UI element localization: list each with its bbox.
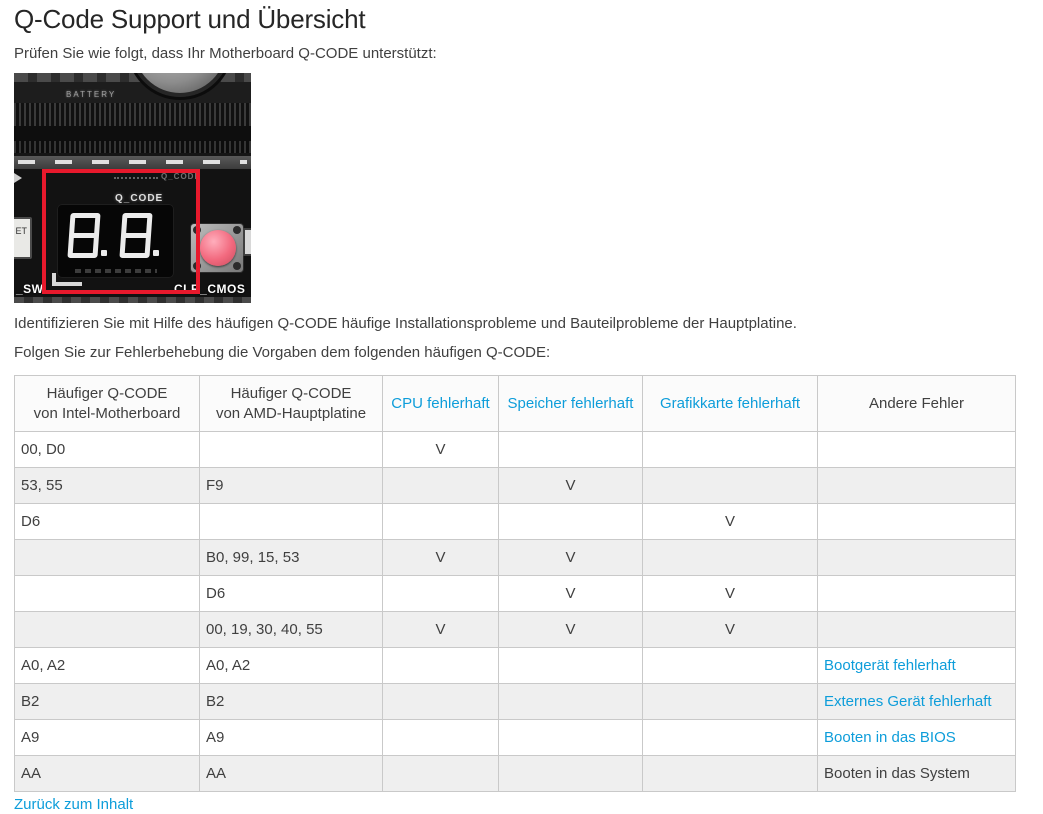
cell-intel [15, 576, 200, 612]
clr-cmos-button-cap [200, 230, 236, 266]
cell-amd [200, 504, 383, 540]
cell-intel: A0, A2 [15, 648, 200, 684]
column-header-4: Grafikkarte fehlerhaft [643, 376, 818, 432]
cell-intel [15, 612, 200, 648]
other-error-link[interactable]: Bootgerät fehlerhaft [824, 657, 956, 674]
cell-grafik [643, 468, 818, 504]
cell-intel: A9 [15, 720, 200, 756]
identify-text: Identifizieren Sie mit Hilfe des häufigen Q-CODE häufige Installationsprobleme und Bauteilprobleme der Hauptplatine. [14, 315, 797, 332]
table-row [15, 684, 1016, 720]
cell-grafik [643, 540, 818, 576]
column-header-5: Andere Fehler [818, 376, 1016, 432]
cell-intel: D6 [15, 504, 200, 540]
cell-cpu [383, 468, 499, 504]
cell-andere [818, 504, 1016, 540]
cell-cpu [383, 684, 499, 720]
cell-grafik [643, 684, 818, 720]
cell-grafik [643, 432, 818, 468]
cell-speicher: V [499, 576, 643, 612]
button-pin [233, 226, 241, 234]
cell-amd: A0, A2 [200, 648, 383, 684]
dimm-slot-pins-row2 [14, 141, 251, 153]
cell-intel: B2 [15, 684, 200, 720]
table-row [15, 540, 1016, 576]
silkscreen-arrow [14, 173, 22, 183]
reset-component [14, 217, 32, 259]
back-to-content-link[interactable]: Zurück zum Inhalt [14, 796, 134, 813]
cell-cpu: V [383, 540, 499, 576]
follow-text: Folgen Sie zur Fehlerbehebung die Vorgaben dem folgenden häufigen Q-CODE: [14, 344, 551, 361]
cell-andere [818, 540, 1016, 576]
intro-text: Prüfen Sie wie folgt, dass Ihr Motherboard Q-CODE unterstützt: [14, 45, 437, 62]
cell-grafik: V [643, 504, 818, 540]
cell-grafik: V [643, 576, 818, 612]
battery-silkscreen-label: BATTERY [66, 90, 117, 99]
cell-intel: 53, 55 [15, 468, 200, 504]
edge-component [243, 228, 251, 256]
table-header-row [15, 376, 1016, 432]
cell-grafik [643, 648, 818, 684]
cell-amd: D6 [200, 576, 383, 612]
dimm-slot-body [14, 126, 251, 141]
qcode-highlight-box [42, 169, 200, 294]
cell-andere: Booten in das System [818, 756, 1016, 792]
table-row [15, 504, 1016, 540]
page-title: Q-Code Support und Übersicht [14, 4, 366, 34]
cell-amd: B2 [200, 684, 383, 720]
cell-andere [818, 720, 1016, 756]
table-row [15, 432, 1016, 468]
sw-label: _SW [16, 282, 44, 296]
cell-andere [818, 684, 1016, 720]
table-row [15, 756, 1016, 792]
cell-amd: B0, 99, 15, 53 [200, 540, 383, 576]
cell-amd: 00, 19, 30, 40, 55 [200, 612, 383, 648]
cell-intel: 00, D0 [15, 432, 200, 468]
table-row [15, 612, 1016, 648]
cell-intel [15, 540, 200, 576]
cell-andere [818, 648, 1016, 684]
cell-cpu: V [383, 612, 499, 648]
cell-speicher [499, 756, 643, 792]
qcode-table [14, 375, 1016, 792]
cell-speicher: V [499, 612, 643, 648]
motherboard-qcode-photo [14, 73, 251, 303]
cell-grafik: V [643, 612, 818, 648]
pcb-ledge [14, 156, 251, 169]
cell-amd: A9 [200, 720, 383, 756]
table-row [15, 576, 1016, 612]
cell-speicher [499, 720, 643, 756]
cell-cpu [383, 756, 499, 792]
cell-speicher [499, 684, 643, 720]
board-upper-area [14, 82, 251, 103]
column-header-2: CPU fehlerhaft [383, 376, 499, 432]
other-error-link[interactable]: Booten in das BIOS [824, 729, 956, 746]
cell-andere [818, 576, 1016, 612]
board-bottom-strip [14, 297, 251, 303]
table-row [15, 648, 1016, 684]
cell-grafik [643, 756, 818, 792]
cell-speicher [499, 432, 643, 468]
cell-amd: F9 [200, 468, 383, 504]
cell-intel: AA [15, 756, 200, 792]
cell-andere [818, 468, 1016, 504]
cell-cpu [383, 504, 499, 540]
cell-amd: AA [200, 756, 383, 792]
cell-speicher [499, 648, 643, 684]
cell-cpu [383, 576, 499, 612]
other-error-link[interactable]: Externes Gerät fehlerhaft [824, 693, 992, 710]
cell-grafik [643, 720, 818, 756]
column-header-3: Speicher fehlerhaft [499, 376, 643, 432]
table-row [15, 468, 1016, 504]
article [0, 4, 1043, 814]
cell-speicher [499, 504, 643, 540]
column-header-1: Häufiger Q-CODE von AMD-Hauptplatine [200, 376, 383, 432]
solder-pads [18, 160, 247, 164]
button-pin [233, 262, 241, 270]
cell-amd [200, 432, 383, 468]
table-row [15, 720, 1016, 756]
cell-cpu [383, 720, 499, 756]
cell-andere [818, 432, 1016, 468]
clr-cmos-label: CLR_CMOS [174, 282, 246, 296]
qcode-silkscreen-label: Q_CODE [115, 193, 164, 204]
cell-speicher: V [499, 468, 643, 504]
dimm-slot-pins-row1 [14, 103, 251, 126]
qcode-silkscreen-faint: Q_CODE [161, 172, 201, 181]
cell-cpu [383, 648, 499, 684]
cell-cpu: V [383, 432, 499, 468]
column-header-0: Häufiger Q-CODE von Intel-Motherboard [15, 376, 200, 432]
cell-andere [818, 612, 1016, 648]
cell-speicher: V [499, 540, 643, 576]
et-label: ET [15, 226, 27, 236]
